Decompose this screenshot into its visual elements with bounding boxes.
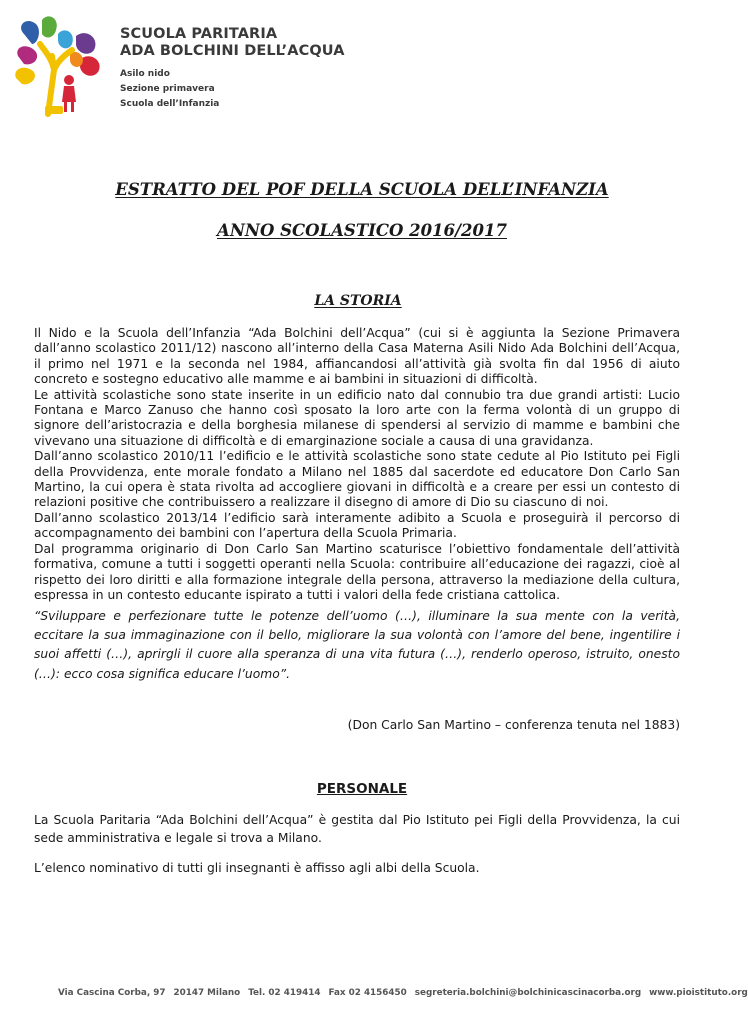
storia-paragraph: Dall’anno scolastico 2010/11 l’edificio e le attività scolastiche sono state cedute al Pio Istituto pei Figli della Provvidenza, ente morale fondato a Milano nel 1885 dal sacerdote ed educatore Don Carlo San Martino, la cui opera è stata rivolta ad accogliere giovani in difficoltà e a creare per essi un contesto di relazioni positive che contribuissero a realizzare il disegno di amore di Dio su ciascuno di noi.: [34, 449, 680, 510]
footer-contacts: [58, 988, 748, 998]
school-logo-tree: [14, 14, 110, 116]
footer-web[interactable]: www.pioistituto.org: [649, 988, 748, 998]
storia-paragraph: Dall’anno scolastico 2013/14 l’edificio sarà interamente adibito a Scuola e proseguirà il percorso di accompagnamento dei bambini con l’apertura della Scuola Primaria.: [34, 510, 680, 541]
footer-tel: Tel. 02 419414: [248, 988, 321, 998]
section-infanzia: Scuola dell’Infanzia: [120, 99, 220, 109]
storia-paragraph: Le attività scolastiche sono state inserite in un edificio nato dal connubio tra due grandi artisti: Lucio Fontana e Marco Zanuso che hanno così sposato la loro arte con la ferma volontà di un gruppo di signore dell’aristocrazia e della borghesia milanese di spendersi al servizio di mamme e bambini che vivevano una situazione di difficoltà e di emarginazione sociale a causa di una gravidanza.: [34, 387, 680, 448]
footer-address: Via Cascina Corba, 97: [58, 988, 166, 998]
footer-email[interactable]: segreteria.bolchini@bolchinicascinacorba.org: [414, 988, 642, 998]
footer-city: 20147 Milano: [173, 988, 241, 998]
personale-paragraph: L’elenco nominativo di tutti gli insegnanti è affisso agli albi della Scuola.: [34, 861, 480, 875]
storia-body: [34, 326, 680, 603]
personale-body: [34, 811, 680, 877]
section-primavera: Sezione primavera: [120, 84, 215, 94]
school-name-line1: SCUOLA PARITARIA: [120, 26, 278, 42]
quote-source: (Don Carlo San Martino – conferenza tenuta nel 1883): [347, 718, 680, 732]
school-name-line2: ADA BOLCHINI DELL’ACQUA: [120, 43, 345, 59]
personale-heading: PERSONALE: [316, 781, 408, 797]
storia-heading: LA STORIA: [314, 293, 402, 309]
document-title: ESTRATTO DEL POF DELLA SCUOLA DELL’INFANZIA: [115, 180, 609, 199]
personale-paragraph: La Scuola Paritaria “Ada Bolchini dell’Acqua” è gestita dal Pio Istituto pei Figli della Provvidenza, la cui sede amministrativa e legale si trova a Milano.: [34, 813, 680, 845]
section-asilo-nido: Asilo nido: [120, 69, 170, 79]
storia-paragraph: Il Nido e la Scuola dell’Infanzia “Ada Bolchini dell’Acqua” (cui si è aggiunta la Sezione Primavera dall’anno scolastico 2011/12) nascono all’interno della Casa Materna Asili Nido Ada Bolchini dell’Acqua, il primo nel 1971 e la seconda nel 1984, affiancandosi all’attività già svolta fin dal 1956 di aiuto concreto e sostegno educativo alle mamme e ai bambini in situazioni di difficoltà.: [34, 326, 680, 387]
document-subtitle-year: ANNO SCOLASTICO 2016/2017: [217, 221, 507, 240]
storia-paragraph: Dal programma originario di Don Carlo San Martino scaturisce l’obiettivo fondamentale dell’attività formativa, comune a tutti i soggetti operanti nella Scuola: contribuire all’educazione dei ragazzi, cioè al rispetto dei loro diritti e alla formazione integrale della persona, attraverso la mediazione della cultura, espressa in un contesto educante ispirato a tutti i valori della fede cristiana cattolica.: [34, 541, 680, 602]
footer-fax: Fax 02 4156450: [328, 988, 407, 998]
founder-quote: “Sviluppare e perfezionare tutte le potenze dell’uomo (…), illuminare la sua mente con la verità, eccitare la sua immaginazione con il bello, migliorare la sua volontà con l’amore del bene, ingentilire i suoi affetti (…), aprirgli il cuore alla speranza di una vita futura (…), renderlo operoso, istruito, onesto (…): ecco cosa significa educare l’uomo”.: [34, 609, 680, 681]
